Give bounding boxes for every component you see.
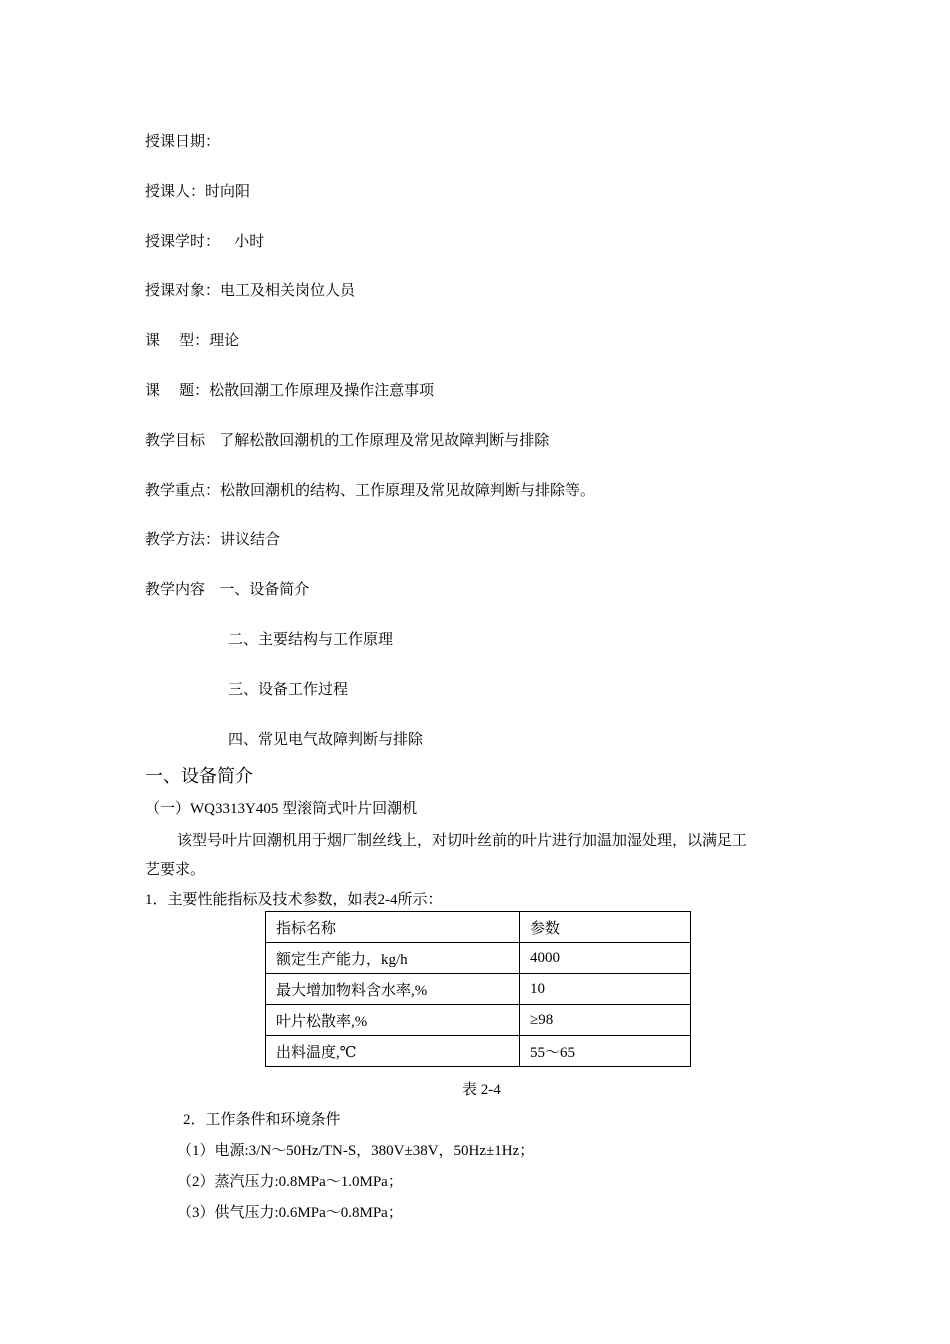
condition-item: （2）蒸汽压力:0.8MPa～1.0MPa； xyxy=(177,1174,403,1190)
table-row xyxy=(266,1036,691,1067)
list-item: 1．主要性能指标及技术参数，如表2-4所示： xyxy=(145,892,443,908)
lesson-content-item: 二、主要结构与工作原理 xyxy=(228,630,394,648)
lesson-goal: 教学目标 了解松散回潮机的工作原理及常见故障判断与排除 xyxy=(145,431,550,449)
lesson-date: 授课日期： xyxy=(145,132,221,150)
lesson-hours: 授课学时： 小时 xyxy=(145,232,265,250)
table-row xyxy=(266,974,691,1005)
condition-item: （3）供气压力:0.6MPa～0.8MPa； xyxy=(177,1205,403,1221)
lesson-teacher: 授课人：时向阳 xyxy=(145,182,251,200)
lesson-content-item: 四、常见电气故障判断与排除 xyxy=(228,730,424,748)
table-cell: 最大增加物料含水率,% xyxy=(266,974,520,1005)
lesson-audience: 授课对象：电工及相关岗位人员 xyxy=(145,281,356,299)
table-cell: 10 xyxy=(520,974,691,1005)
lesson-content-label: 教学内容 一、设备简介 xyxy=(145,580,310,598)
list-item: 2．工作条件和环境条件 xyxy=(183,1112,341,1128)
lesson-focus: 教学重点：松散回潮机的结构、工作原理及常见故障判断与排除等。 xyxy=(145,481,596,499)
spec-table xyxy=(265,911,691,1067)
table-row xyxy=(266,1005,691,1036)
lesson-content-item: 三、设备工作过程 xyxy=(228,680,349,698)
table-cell: 4000 xyxy=(520,943,691,974)
table-header-cell: 参数 xyxy=(520,912,691,943)
table-header-row xyxy=(266,912,691,943)
paragraph-line: 该型号叶片回潮机用于烟厂制丝线上，对切叶丝前的叶片进行加温加湿处理，以满足工 xyxy=(177,833,748,849)
table-cell: 55～65 xyxy=(520,1036,691,1067)
table-cell: 出料温度,℃ xyxy=(266,1036,520,1067)
table-cell: 额定生产能力，kg/h xyxy=(266,943,520,974)
lesson-topic: 课 题：松散回潮工作原理及操作注意事项 xyxy=(145,381,435,399)
section-heading: 一、设备简介 xyxy=(145,766,253,787)
lesson-method: 教学方法：讲议结合 xyxy=(145,530,281,548)
table-caption: 表 2-4 xyxy=(462,1082,501,1098)
subheading: （一）WQ3313Y405 型滚筒式叶片回潮机 xyxy=(145,801,418,817)
table-cell: 叶片松散率,% xyxy=(266,1005,520,1036)
table-header-cell: 指标名称 xyxy=(266,912,520,943)
condition-item: （1）电源:3/N～50Hz/TN-S，380V±38V，50Hz±1Hz； xyxy=(177,1143,535,1159)
table-row xyxy=(266,943,691,974)
lesson-type: 课 型：理论 xyxy=(145,331,240,349)
paragraph-line: 艺要求。 xyxy=(145,862,206,878)
table-cell: ≥98 xyxy=(520,1005,691,1036)
